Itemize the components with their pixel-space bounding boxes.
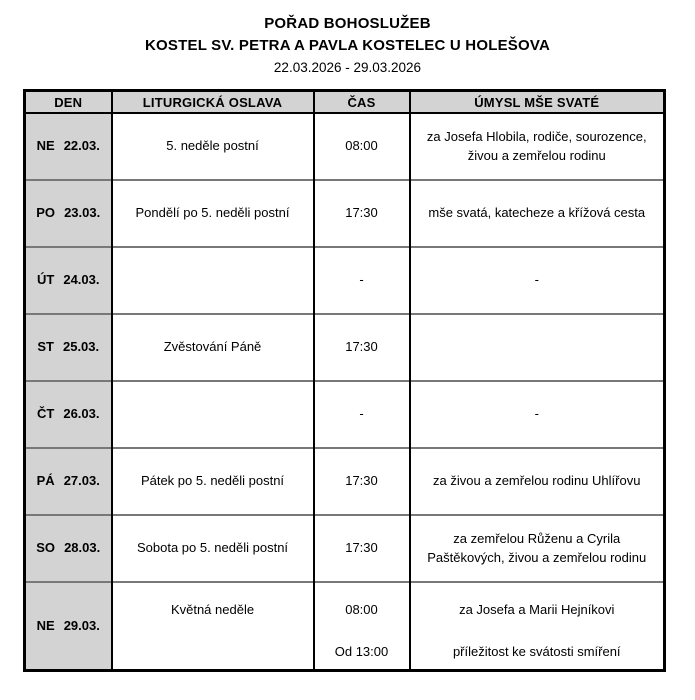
church-name: KOSTEL SV. PETRA A PAVLA KOSTELEC U HOLEŠOVA [145, 37, 550, 54]
day-cell [25, 314, 112, 381]
day-date: 23.03. [64, 205, 101, 221]
day-abbr: ÚT [37, 272, 55, 288]
day-abbr: ČT [37, 406, 55, 422]
table-row [25, 180, 665, 247]
day-cell [25, 180, 112, 247]
time-cell: 17:30 [314, 180, 410, 247]
time-cell [314, 582, 410, 671]
schedule-table [23, 89, 666, 672]
day-abbr: NE [36, 617, 55, 633]
day-date: 24.03. [63, 272, 100, 288]
table-header-row [25, 91, 665, 114]
day-abbr: SO [36, 540, 56, 556]
day-cell [25, 381, 112, 448]
time-second: Od 13:00 [334, 644, 389, 660]
table-row [25, 448, 665, 515]
celebration-cell: Pondělí po 5. neděli postní [112, 180, 314, 247]
celebration-cell: Pátek po 5. neděli postní [112, 448, 314, 515]
day-cell [25, 247, 112, 314]
day-cell [25, 448, 112, 515]
celebration-cell [112, 247, 314, 314]
day-cell [25, 515, 112, 582]
time-first: 08:00 [345, 601, 378, 617]
intention-cell: - [410, 247, 665, 314]
date-range: 22.03.2026 - 29.03.2026 [273, 60, 422, 75]
table-row [25, 247, 665, 314]
day-abbr: PÁ [36, 473, 55, 489]
time-cell: 17:30 [314, 314, 410, 381]
time-cell: 17:30 [314, 515, 410, 582]
time-cell: 08:00 [314, 113, 410, 180]
table-row [25, 381, 665, 448]
header-cell-intention: ÚMYSL MŠE SVATÉ [410, 91, 665, 114]
page-title: POŘAD BOHOSLUŽEB [264, 15, 431, 32]
intention-cell: za zemřelou Růženu a Cyrila Paštěkových, živou a zemřelou rodinu [410, 515, 665, 582]
intention-cell: - [410, 381, 665, 448]
celebration-text-secondary [117, 637, 309, 669]
celebration-cell [112, 381, 314, 448]
time-cell: - [314, 247, 410, 314]
day-date: 29.03. [63, 617, 100, 633]
intention-cell: mše svatá, katecheze a křížová cesta [410, 180, 665, 247]
table-row [25, 582, 665, 671]
intention-second: příležitost ke svátosti smíření [452, 644, 621, 660]
day-date: 26.03. [63, 406, 100, 422]
table-row [25, 515, 665, 582]
intention-cell [410, 582, 665, 671]
celebration-text: Květná neděle [170, 601, 255, 617]
table-row [25, 314, 665, 381]
header-cell-time: ČAS [314, 91, 410, 114]
celebration-cell: Zvěstování Páně [112, 314, 314, 381]
time-cell: - [314, 381, 410, 448]
intention-cell [410, 314, 665, 381]
day-cell [25, 582, 112, 671]
table-row [25, 113, 665, 180]
celebration-cell: Sobota po 5. neděli postní [112, 515, 314, 582]
time-cell: 17:30 [314, 448, 410, 515]
day-abbr: NE [36, 138, 55, 154]
document-header [0, 0, 695, 78]
day-abbr: PO [36, 205, 56, 221]
day-cell [25, 113, 112, 180]
day-date: 22.03. [63, 138, 100, 154]
celebration-cell: 5. neděle postní [112, 113, 314, 180]
celebration-cell [112, 582, 314, 671]
day-date: 27.03. [63, 473, 100, 489]
header-cell-day: DEN [25, 91, 112, 114]
day-abbr: ST [37, 339, 54, 355]
day-date: 28.03. [64, 540, 101, 556]
intention-first: za Josefa a Marii Hejníkovi [459, 601, 615, 617]
intention-cell: za Josefa Hlobila, rodiče, sourozence, živou a zemřelou rodinu [410, 113, 665, 180]
day-date: 25.03. [62, 339, 100, 355]
header-cell-celebration: LITURGICKÁ OSLAVA [112, 91, 314, 114]
intention-cell: za živou a zemřelou rodinu Uhlířovu [410, 448, 665, 515]
